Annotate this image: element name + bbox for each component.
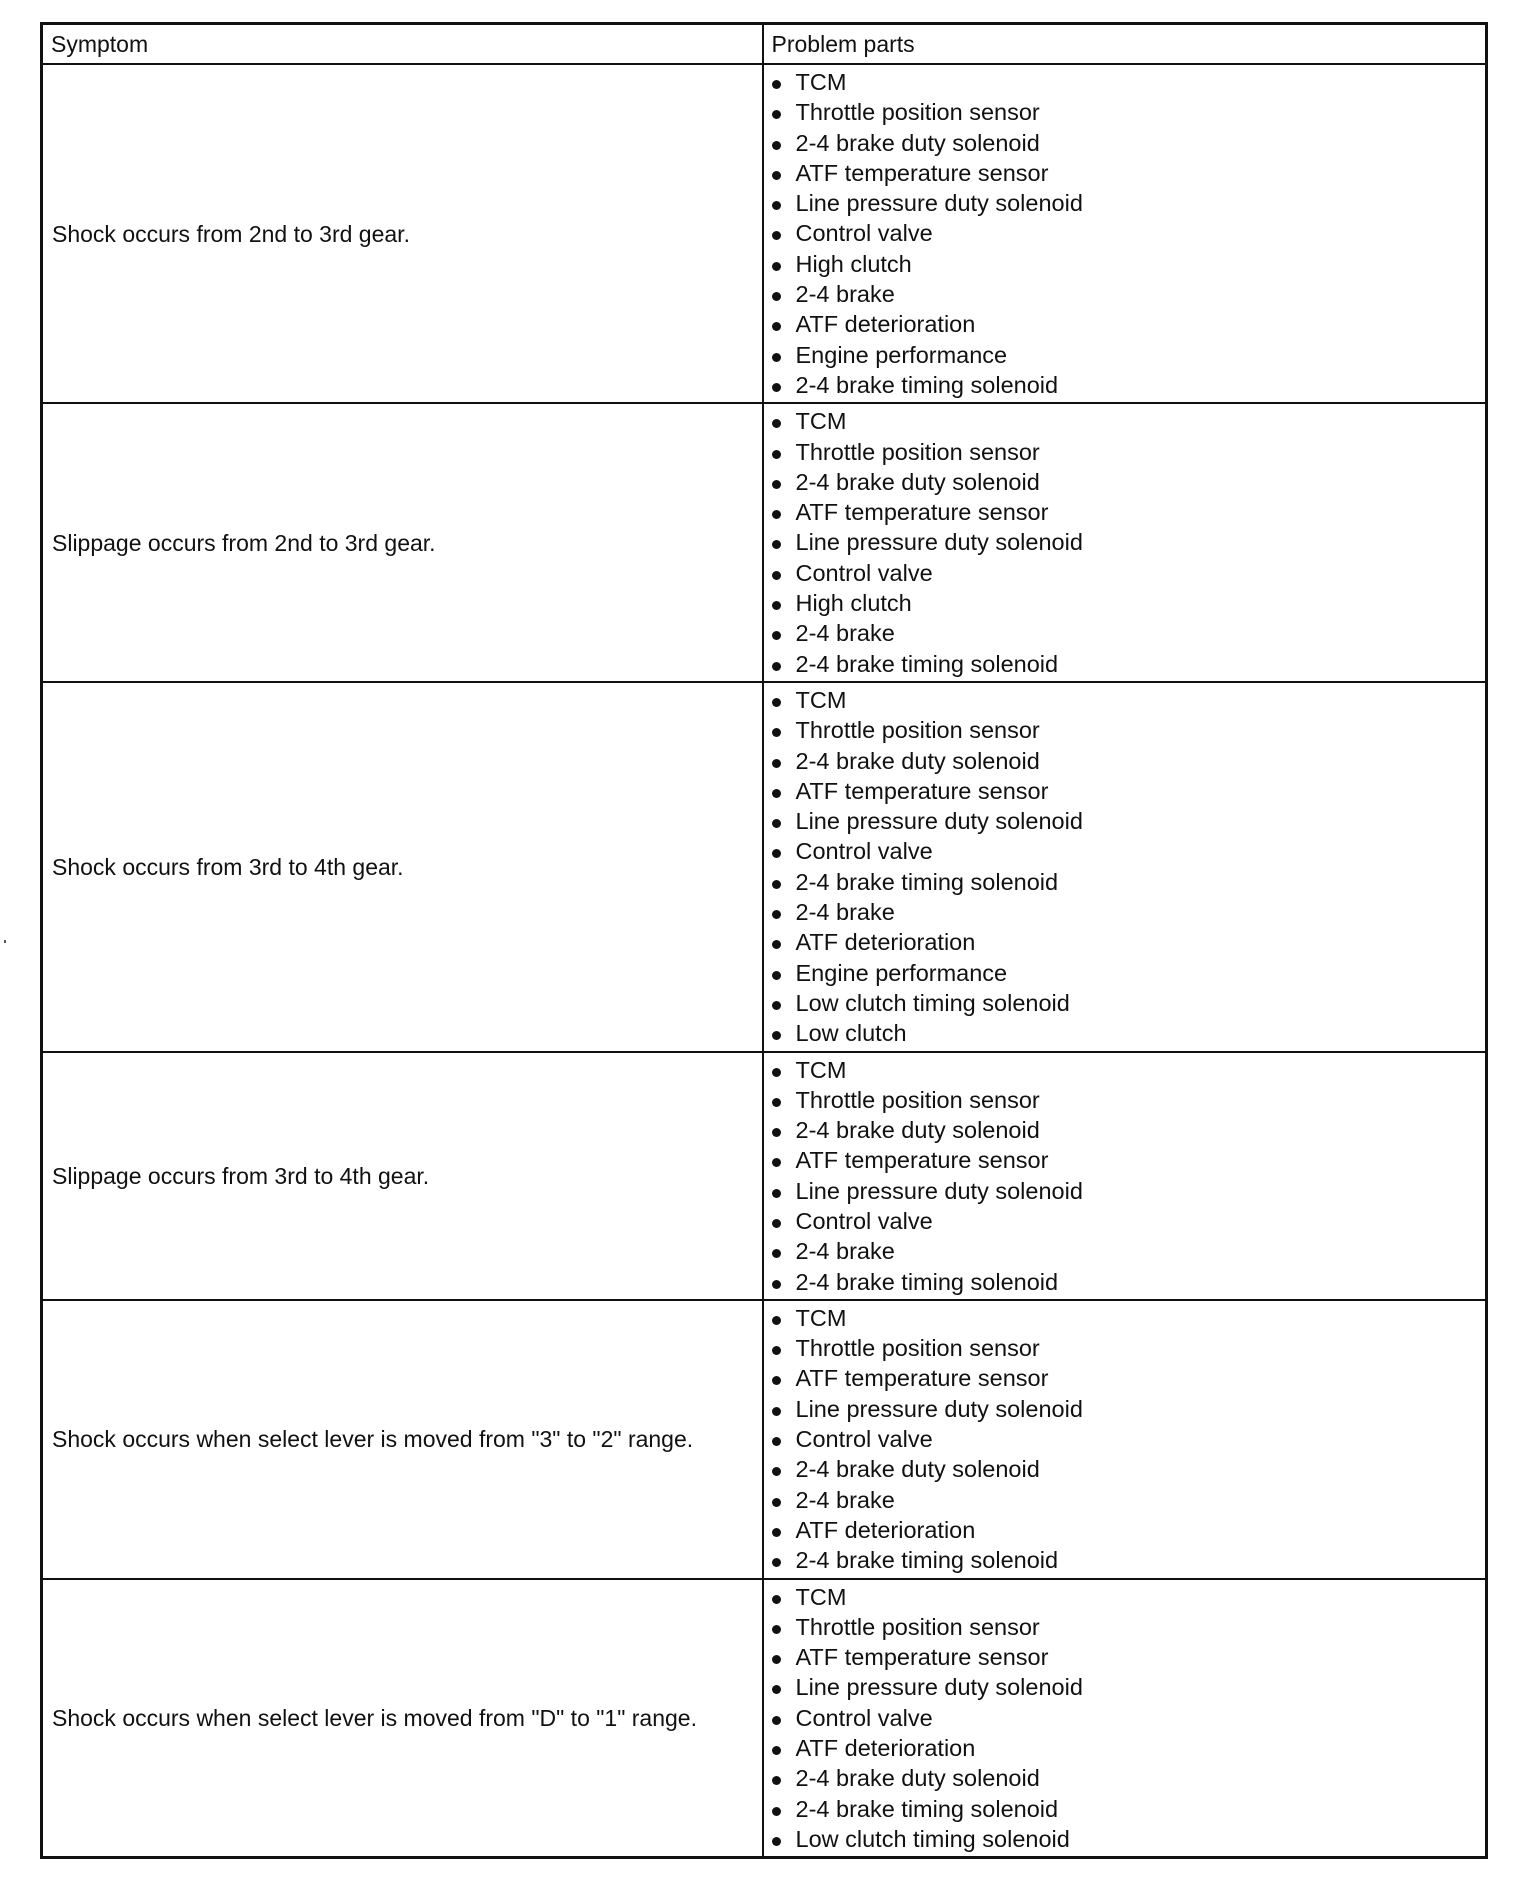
bullet-icon	[772, 171, 781, 180]
part-label: Line pressure duty solenoid	[795, 1674, 1083, 1701]
bullet-icon	[772, 728, 781, 737]
part-label: Engine performance	[795, 959, 1008, 986]
bullet-icon	[772, 480, 781, 489]
part-label: 2-4 brake duty solenoid	[795, 129, 1040, 156]
part-label: Control valve	[795, 838, 933, 865]
bullet-icon	[772, 631, 781, 640]
bullet-icon	[772, 1407, 781, 1416]
list-item	[770, 867, 1486, 897]
list-item	[770, 97, 1486, 127]
list-item	[770, 218, 1486, 248]
part-label: 2-4 brake duty solenoid	[795, 1765, 1040, 1792]
part-label: Control valve	[795, 220, 933, 247]
list-item	[770, 715, 1486, 745]
bullet-icon	[772, 1219, 781, 1228]
list-item	[770, 649, 1486, 679]
part-label: TCM	[795, 686, 847, 713]
part-label: 2-4 brake duty solenoid	[795, 1456, 1040, 1483]
part-label: Low clutch timing solenoid	[795, 989, 1070, 1016]
table-row	[42, 682, 1487, 1052]
list-item	[770, 1267, 1486, 1297]
list-item	[770, 618, 1486, 648]
part-label: High clutch	[795, 590, 912, 617]
part-label: TCM	[795, 69, 847, 95]
part-label: Line pressure duty solenoid	[795, 190, 1083, 217]
symptom-cell: Shock occurs from 2nd to 3rd gear.	[42, 64, 763, 403]
bullet-icon	[772, 292, 781, 301]
bullet-icon	[772, 1776, 781, 1785]
table-row	[42, 1300, 1487, 1579]
symptom-table	[40, 22, 1488, 1859]
part-label: 2-4 brake timing solenoid	[795, 1795, 1059, 1822]
part-label: TCM	[795, 1583, 847, 1610]
list-item	[770, 1515, 1486, 1545]
symptom-cell: Slippage occurs from 3rd to 4th gear.	[42, 1052, 763, 1300]
bullet-icon	[772, 1498, 781, 1507]
problem-parts-cell	[763, 403, 1487, 682]
list-item	[770, 1394, 1486, 1424]
part-label: Line pressure duty solenoid	[795, 529, 1083, 556]
bullet-icon	[772, 849, 781, 858]
part-label: ATF deterioration	[795, 311, 976, 338]
part-label: 2-4 brake duty solenoid	[795, 1117, 1040, 1144]
bullet-icon	[772, 1158, 781, 1167]
bullet-icon	[772, 1346, 781, 1355]
list-item	[770, 1545, 1486, 1575]
symptom-cell: Shock occurs from 3rd to 4th gear.	[42, 682, 763, 1052]
bullet-icon	[772, 1280, 781, 1289]
bullet-icon	[772, 662, 781, 671]
list-item	[770, 1145, 1486, 1175]
list-item	[770, 746, 1486, 776]
bullet-icon	[772, 262, 781, 271]
list-item	[770, 1703, 1486, 1733]
bullet-icon	[772, 789, 781, 798]
part-label: ATF temperature sensor	[795, 1365, 1049, 1392]
list-item	[770, 406, 1486, 436]
part-label: Line pressure duty solenoid	[795, 1395, 1083, 1422]
list-item	[770, 776, 1486, 806]
problem-parts-cell	[763, 1579, 1487, 1858]
bullet-icon	[772, 1249, 781, 1258]
bullet-icon	[772, 110, 781, 119]
part-label: Throttle position sensor	[795, 99, 1040, 126]
bullet-icon	[772, 1376, 781, 1385]
bullet-icon	[772, 698, 781, 707]
list-item	[770, 279, 1486, 309]
table-row	[42, 1579, 1487, 1858]
list-item	[770, 158, 1486, 188]
list-item	[770, 685, 1486, 715]
part-label: 2-4 brake	[795, 899, 895, 926]
bullet-icon	[772, 1528, 781, 1537]
bullet-icon	[772, 1655, 781, 1664]
part-label: 2-4 brake timing solenoid	[795, 1547, 1059, 1574]
list-item	[770, 836, 1486, 866]
part-label: ATF temperature sensor	[795, 777, 1049, 804]
list-item	[770, 1733, 1486, 1763]
problem-parts-cell	[763, 1052, 1487, 1300]
list-item	[770, 927, 1486, 957]
part-label: Throttle position sensor	[795, 1086, 1040, 1113]
list-item	[770, 67, 1486, 97]
part-label: 2-4 brake duty solenoid	[795, 747, 1040, 774]
part-label: Throttle position sensor	[795, 1613, 1040, 1640]
bullet-icon	[772, 1685, 781, 1694]
symptom-cell: Slippage occurs from 2nd to 3rd gear.	[42, 403, 763, 682]
part-label: TCM	[795, 408, 847, 435]
list-item	[770, 958, 1486, 988]
bullet-icon	[772, 1001, 781, 1010]
list-item	[770, 1176, 1486, 1206]
list-item	[770, 1236, 1486, 1266]
bullet-icon	[772, 419, 781, 428]
bullet-icon	[772, 1595, 781, 1604]
symptom-cell: Shock occurs when select lever is moved from "D" to "1" range.	[42, 1579, 763, 1858]
part-label: Control valve	[795, 1426, 933, 1453]
list-item	[770, 497, 1486, 527]
list-item	[770, 1055, 1486, 1085]
part-label: 2-4 brake	[795, 281, 895, 308]
part-label: TCM	[795, 1056, 847, 1083]
bullet-icon	[772, 1558, 781, 1567]
part-label: Throttle position sensor	[795, 438, 1040, 465]
bullet-icon	[772, 353, 781, 362]
problem-parts-cell	[763, 1300, 1487, 1579]
part-label: 2-4 brake timing solenoid	[795, 1268, 1059, 1295]
part-label: Throttle position sensor	[795, 717, 1040, 744]
part-label: ATF deterioration	[795, 1516, 976, 1543]
problem-parts-list	[770, 67, 1486, 400]
list-item	[770, 1424, 1486, 1454]
part-label: Engine performance	[795, 341, 1008, 368]
bullet-icon	[772, 1128, 781, 1137]
bullet-icon	[772, 1625, 781, 1634]
problem-parts-list	[770, 1055, 1486, 1297]
bullet-icon	[772, 1746, 781, 1755]
bullet-icon	[772, 1098, 781, 1107]
list-item	[770, 1333, 1486, 1363]
bullet-icon	[772, 450, 781, 459]
part-label: 2-4 brake timing solenoid	[795, 371, 1059, 398]
bullet-icon	[772, 231, 781, 240]
part-label: Low clutch	[795, 1020, 907, 1047]
bullet-icon	[772, 510, 781, 519]
list-item	[770, 1206, 1486, 1236]
list-item	[770, 309, 1486, 339]
bullet-icon	[772, 819, 781, 828]
bullet-icon	[772, 880, 781, 889]
part-label: Control valve	[795, 1704, 933, 1731]
table-row	[42, 1052, 1487, 1300]
bullet-icon	[772, 971, 781, 980]
header-problem-parts: Problem parts	[763, 24, 1487, 65]
part-label: 2-4 brake	[795, 1486, 895, 1513]
list-item	[770, 1115, 1486, 1145]
bullet-icon	[772, 80, 781, 89]
list-item	[770, 897, 1486, 927]
bullet-icon	[772, 1837, 781, 1846]
list-item	[770, 1794, 1486, 1824]
list-item	[770, 1582, 1486, 1612]
bullet-icon	[772, 201, 781, 210]
bullet-icon	[772, 1716, 781, 1725]
part-label: ATF deterioration	[795, 929, 976, 956]
part-label: 2-4 brake	[795, 620, 895, 647]
problem-parts-list	[770, 1303, 1486, 1576]
bullet-icon	[772, 1437, 781, 1446]
list-item	[770, 1642, 1486, 1672]
part-label: Control valve	[795, 559, 933, 586]
part-label: TCM	[795, 1304, 847, 1331]
table-row	[42, 403, 1487, 682]
bullet-icon	[772, 1068, 781, 1077]
bullet-icon	[772, 940, 781, 949]
problem-parts-cell	[763, 64, 1487, 403]
list-item	[770, 340, 1486, 370]
part-label: ATF temperature sensor	[795, 159, 1049, 186]
list-item	[770, 558, 1486, 588]
part-label: Line pressure duty solenoid	[795, 1177, 1083, 1204]
part-label: Throttle position sensor	[795, 1335, 1040, 1362]
list-item	[770, 1454, 1486, 1484]
list-item	[770, 249, 1486, 279]
list-item	[770, 1303, 1486, 1333]
part-label: Control valve	[795, 1207, 933, 1234]
list-item	[770, 1763, 1486, 1793]
part-label: ATF temperature sensor	[795, 499, 1049, 526]
bullet-icon	[772, 759, 781, 768]
bullet-icon	[772, 141, 781, 150]
list-item	[770, 1485, 1486, 1515]
bullet-icon	[772, 540, 781, 549]
header-symptom: Symptom	[42, 24, 763, 65]
symptom-cell: Shock occurs when select lever is moved from "3" to "2" range.	[42, 1300, 763, 1579]
scan-speck	[4, 940, 6, 943]
list-item	[770, 437, 1486, 467]
list-item	[770, 370, 1486, 400]
part-label: 2-4 brake	[795, 1238, 895, 1265]
problem-parts-list	[770, 406, 1486, 679]
table-body	[42, 64, 1487, 1858]
list-item	[770, 188, 1486, 218]
part-label: 2-4 brake timing solenoid	[795, 650, 1059, 677]
bullet-icon	[772, 910, 781, 919]
bullet-icon	[772, 322, 781, 331]
list-item	[770, 1672, 1486, 1702]
bullet-icon	[772, 1316, 781, 1325]
part-label: 2-4 brake timing solenoid	[795, 868, 1059, 895]
list-item	[770, 1824, 1486, 1854]
part-label: High clutch	[795, 250, 912, 277]
bullet-icon	[772, 1467, 781, 1476]
list-item	[770, 588, 1486, 618]
bullet-icon	[772, 601, 781, 610]
list-item	[770, 806, 1486, 836]
list-item	[770, 1085, 1486, 1115]
table-row	[42, 64, 1487, 403]
bullet-icon	[772, 571, 781, 580]
problem-parts-cell	[763, 682, 1487, 1052]
list-item	[770, 467, 1486, 497]
bullet-icon	[772, 1189, 781, 1198]
part-label: ATF deterioration	[795, 1735, 976, 1762]
bullet-icon	[772, 1807, 781, 1816]
list-item	[770, 988, 1486, 1018]
part-label: Line pressure duty solenoid	[795, 808, 1083, 835]
problem-parts-list	[770, 1582, 1486, 1855]
bullet-icon	[772, 383, 781, 392]
bullet-icon	[772, 1031, 781, 1040]
part-label: Low clutch timing solenoid	[795, 1825, 1070, 1852]
list-item	[770, 1018, 1486, 1048]
list-item	[770, 1612, 1486, 1642]
list-item	[770, 527, 1486, 557]
list-item	[770, 128, 1486, 158]
part-label: 2-4 brake duty solenoid	[795, 468, 1040, 495]
header-row	[42, 24, 1487, 65]
list-item	[770, 1363, 1486, 1393]
problem-parts-list	[770, 685, 1486, 1049]
part-label: ATF temperature sensor	[795, 1644, 1049, 1671]
part-label: ATF temperature sensor	[795, 1147, 1049, 1174]
